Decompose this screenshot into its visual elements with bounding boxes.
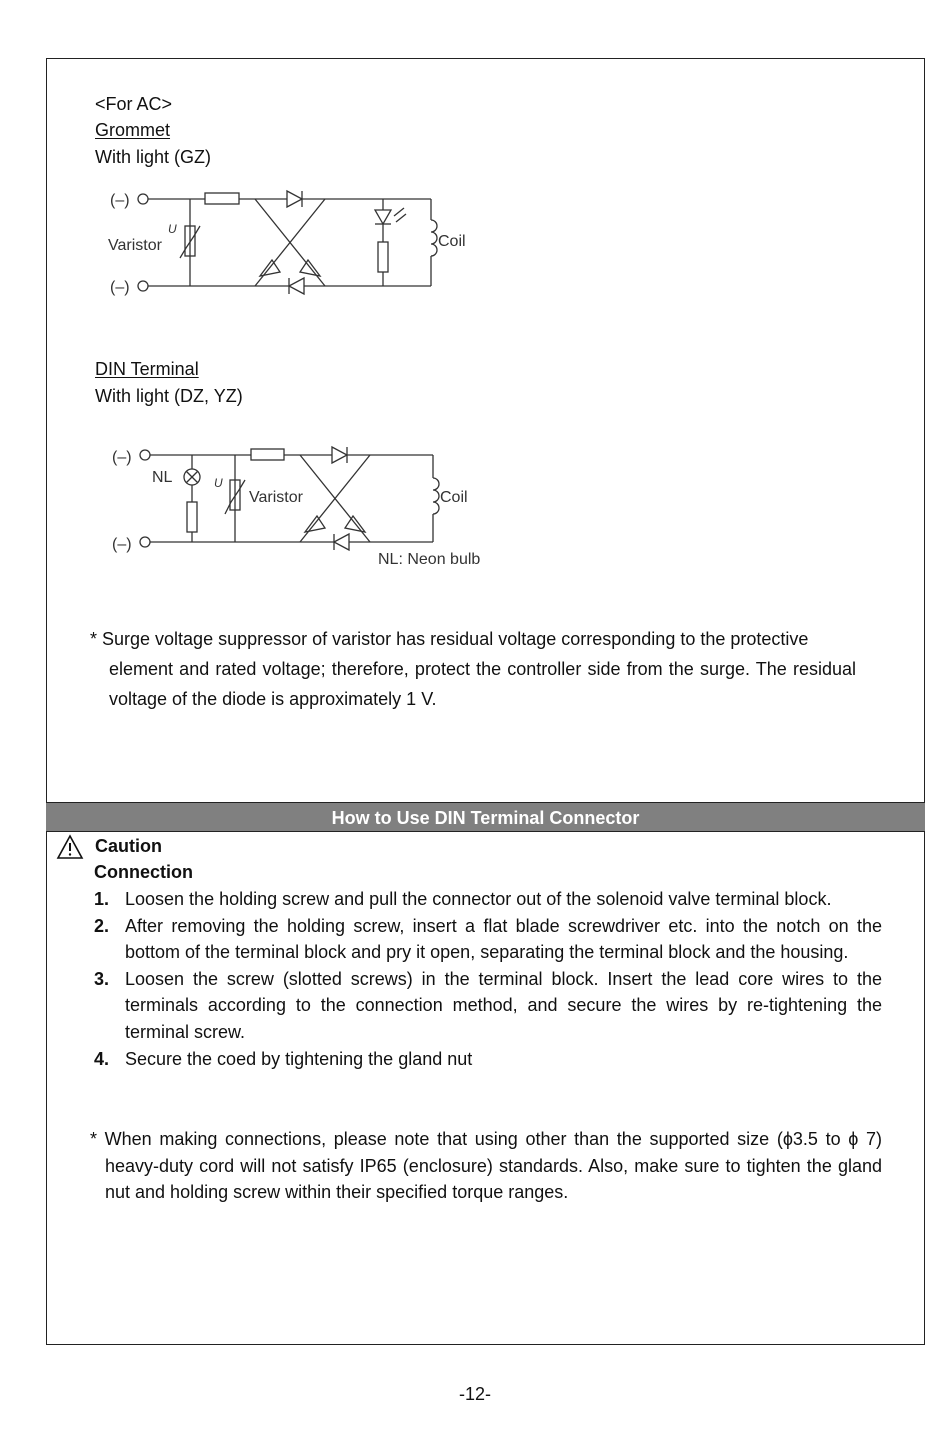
list-item bbox=[94, 913, 882, 966]
step-text: After removing the holding screw, insert a flat blade screwdriver etc. into the notch on the bottom of the terminal block and pry it open, separating the terminal block and the housing. bbox=[125, 915, 882, 963]
din-terminal-subtitle: With light (DZ, YZ) bbox=[95, 386, 243, 406]
din-coil-symbol bbox=[433, 478, 439, 514]
surge-note-first-line: * Surge voltage suppressor of varistor has residual voltage corresponding to the protective bbox=[90, 629, 809, 649]
for-ac-heading: <For AC> bbox=[95, 94, 173, 114]
page-number: -12- bbox=[458, 1384, 491, 1404]
grommet-u-mark: U bbox=[168, 222, 177, 236]
list-item bbox=[94, 886, 882, 913]
grommet-terminal-bottom: (–) bbox=[110, 279, 130, 296]
warning-triangle-icon bbox=[56, 834, 84, 860]
surge-note bbox=[90, 624, 856, 714]
grommet-varistor-label: Varistor bbox=[108, 237, 162, 254]
step-number: 4. bbox=[94, 1048, 110, 1069]
resistor-top bbox=[205, 193, 239, 204]
din-resistor-branch bbox=[187, 502, 197, 532]
grommet-subtitle: With light (GZ) bbox=[95, 147, 212, 167]
din-coil-label: Coil bbox=[440, 489, 468, 506]
caution-label: Caution bbox=[95, 836, 162, 856]
step-text: Secure the coed by tightening the gland nut bbox=[125, 1048, 473, 1069]
connection-steps bbox=[94, 886, 882, 1072]
din-resistor-top bbox=[251, 449, 284, 460]
din-varistor-label: Varistor bbox=[249, 489, 303, 506]
diode-bottom-icon bbox=[289, 278, 304, 294]
step-number: 1. bbox=[94, 889, 110, 909]
section-header-din-connector: How to Use DIN Terminal Connector bbox=[46, 802, 925, 832]
din-nl-label: NL bbox=[152, 469, 173, 486]
surge-note-rest: element and rated voltage; therefore, protect the controller side from the surge. The residual voltage of the diode is approximately 1 V. bbox=[109, 659, 856, 709]
din-diode-bottom-icon bbox=[334, 534, 349, 550]
din-circuit-diagram bbox=[100, 436, 510, 576]
grommet-title: Grommet bbox=[95, 120, 171, 140]
resistor-branch bbox=[378, 242, 388, 272]
step-number: 3. bbox=[94, 968, 110, 989]
coil-symbol bbox=[431, 220, 437, 256]
grommet-coil-label: Coil bbox=[438, 233, 466, 250]
step-text: Loosen the screw (slotted screws) in the terminal block. Insert the lead core wires to the terminals according to the connection method, and secure the wires by re-tightening the terminal screw. bbox=[125, 968, 882, 1042]
step-text: Loosen the holding screw and pull the connector out of the solenoid valve terminal block. bbox=[125, 889, 832, 909]
step-number: 2. bbox=[94, 915, 110, 936]
diode-top-icon bbox=[287, 191, 302, 207]
cord-size-note-text: * When making connections, please note that using other than the supported size (ϕ3.5 to ϕ 7) heavy-duty cord will not satisfy IP65 (enclosure) standards. Also, make sure to tighten the gland nut and holding screw within their specified torque ranges. bbox=[90, 1129, 882, 1203]
grommet-terminal-top: (–) bbox=[110, 192, 130, 209]
grommet-circuit-diagram bbox=[100, 180, 480, 300]
din-u-mark: U bbox=[214, 476, 223, 490]
connection-heading: Connection bbox=[94, 862, 193, 882]
list-item bbox=[94, 966, 882, 1046]
led-icon bbox=[375, 210, 391, 224]
din-terminal-title: DIN Terminal bbox=[95, 359, 199, 379]
cord-size-note bbox=[90, 1126, 882, 1206]
din-nl-legend: NL: Neon bulb bbox=[378, 551, 481, 568]
list-item bbox=[94, 1046, 882, 1073]
din-terminal-bottom: (–) bbox=[112, 536, 132, 553]
din-terminal-top: (–) bbox=[112, 449, 132, 466]
din-diode-top-icon bbox=[332, 447, 347, 463]
